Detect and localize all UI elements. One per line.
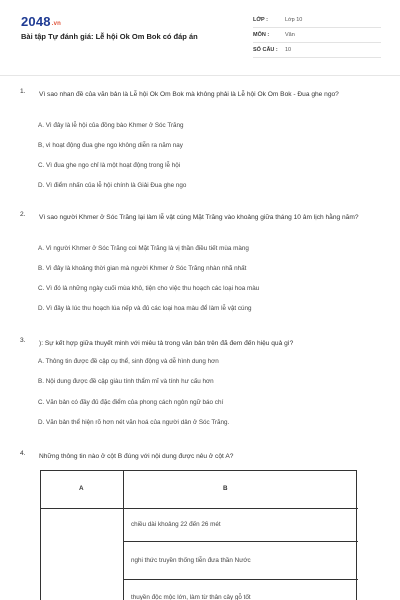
option-d[interactable]: D. Vì điểm nhấn của lễ hội chính là Giải Đua ghe ngo	[38, 182, 187, 189]
option-b[interactable]: B. Nội dung được đề cập giàu tính thẩm mĩ và tính hư cấu hơn	[38, 378, 214, 385]
document-title: Bài tập Tự đánh giá: Lễ hội Ok Om Bok có đáp án	[21, 32, 198, 41]
meta-class-value: Lớp 10	[285, 17, 303, 23]
option-a[interactable]: A. Vì người Khmer ở Sóc Trăng coi Mặt Trăng là vị thần điều tiết mùa màng	[38, 245, 249, 252]
meta-class	[253, 14, 381, 28]
table-cell-b-1: chiều dài khoảng 22 đến 26 mét	[131, 521, 221, 528]
option-b[interactable]: B, vì hoạt động đua ghe ngo không diễn ra năm nay	[38, 142, 183, 149]
meta-count	[253, 44, 381, 58]
option-b[interactable]: B. Vì đây là khoảng thời gian mà người Khmer ở Sóc Trăng nhàn nhã nhất	[38, 265, 247, 272]
option-c[interactable]: C. Vì đó là những ngày cuối mùa khô, tiện cho việc thu hoạch các loại hoa màu	[38, 285, 260, 292]
meta-count-value: 10	[285, 47, 292, 53]
logo-text: 2048	[21, 14, 51, 29]
option-c[interactable]: C. Văn bản có đầy đủ đặc điểm của phong cách ngôn ngữ báo chí	[38, 399, 224, 406]
question-text: Những thông tin nào ở cột B đúng với nội dung được nêu ở cột A?	[39, 453, 234, 460]
question-number: 4.	[20, 450, 26, 457]
table-cell-b-2: nghi thức truyền thống tiễn đưa thần Nước	[131, 557, 251, 564]
meta-subject	[253, 29, 381, 43]
table-column-divider	[123, 471, 124, 600]
meta-subject-label: MÔN :	[253, 32, 270, 38]
logo-suffix: .vn	[51, 21, 62, 27]
option-d[interactable]: D. Vì đây là lúc thu hoạch lúa nếp và đủ các loại hoa màu để làm lễ vật cúng	[38, 305, 252, 312]
option-c[interactable]: C. Vì đua ghe ngo chỉ là một hoạt động trong lễ hội	[38, 162, 181, 169]
question-number: 1.	[20, 88, 26, 95]
table-header-divider	[41, 508, 358, 509]
option-a[interactable]: A. Thông tin được đề cập cụ thể, sinh động và dễ hình dung hơn	[38, 358, 219, 365]
question-text: Vì sao nhan đề của văn bản là Lễ hội Ok Om Bok mà không phải là Lễ hội Ok Om Bok - Đua ghe ngo?	[39, 91, 339, 98]
option-d[interactable]: D. Văn bản thể hiện rõ hơn nét văn hoá của người dân ở Sóc Trăng.	[38, 419, 230, 426]
page-header	[0, 0, 400, 62]
table-row-divider	[123, 541, 358, 542]
table-header-b: B	[223, 485, 228, 492]
table-row-divider	[123, 579, 358, 580]
meta-count-label: SỐ CÂU :	[253, 47, 278, 53]
question-number: 2.	[20, 211, 26, 218]
header-divider	[0, 75, 400, 76]
matching-table	[40, 470, 357, 600]
question-number: 3.	[20, 337, 26, 344]
question-text: Vì sao người Khmer ở Sóc Trăng lại làm lễ vật cúng Mặt Trăng vào khoảng giữa tháng 10 âm lịch hằng năm?	[39, 214, 359, 221]
table-cell-b-3: thuyền độc mộc lớn, làm từ thân cây gỗ tốt	[131, 594, 251, 600]
table-header-a: A	[79, 485, 84, 492]
meta-subject-value: Văn	[285, 32, 295, 38]
question-text: ): Sự kết hợp giữa thuyết minh với miêu tả trong văn bản trên đã đem đến hiệu quả gì?	[39, 340, 294, 347]
meta-class-label: LỚP :	[253, 17, 268, 23]
option-a[interactable]: A. Vì đây là lễ hội của đồng bào Khmer ở Sóc Trăng	[38, 122, 184, 129]
site-logo[interactable]	[21, 14, 61, 29]
